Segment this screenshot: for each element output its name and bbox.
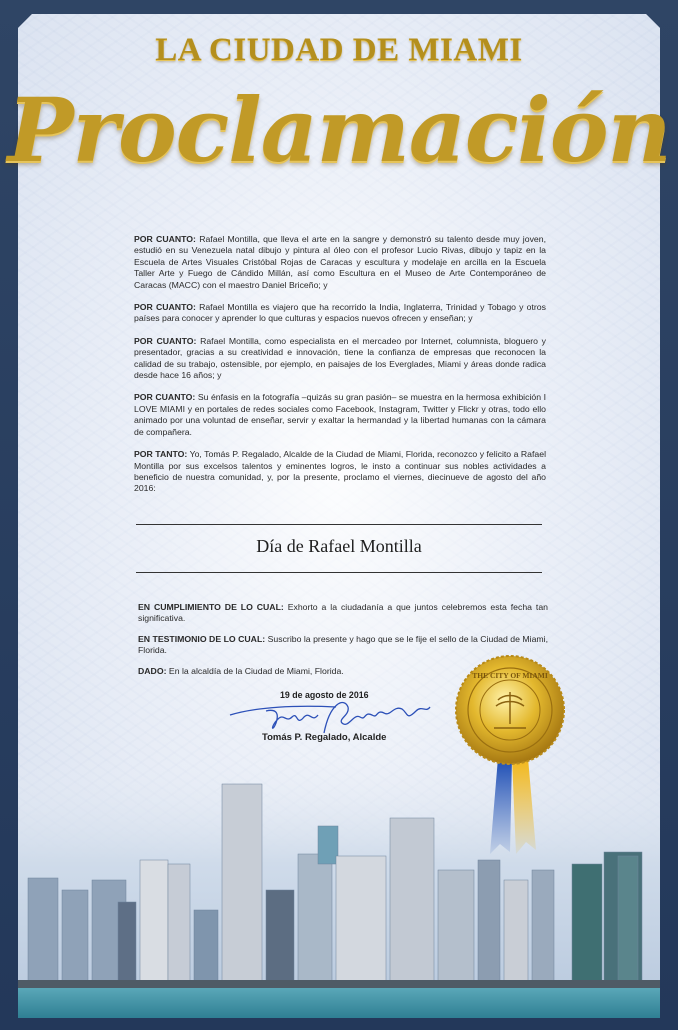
whereas-paragraph (134, 302, 546, 325)
seal-text: THE CITY OF MIAMI (472, 671, 548, 680)
whereas-paragraph (134, 392, 546, 438)
miami-skyline-image (18, 760, 660, 1018)
therefore-paragraph (134, 449, 546, 495)
therefore-text: Yo, Tomás P. Regalado, Alcalde de la Ciudad de Miami, Florida, reconozco y felicito a Rafael Montilla por sus excelsos talentos y eminentes logros, le insto a continuar sus nobles actividades a beneficio de nuestra comunidad, y, por la presente, proclamo el viernes, diecinueve de agosto del año 2016: (134, 449, 546, 494)
city-heading: LA CIUDAD DE MIAMI (155, 32, 523, 68)
whereas-text: Rafael Montilla es viajero que ha recorrido la India, Inglaterra, Trinidad y Tobago y otros países para conocer y aprender lo que culturas y espacios nuevos ofrecen y enseñan; y (134, 302, 546, 324)
whereas-label: POR CUANTO: (134, 234, 196, 244)
proclamation-title: Proclamación (7, 78, 671, 182)
closing-label: DADO: (138, 665, 167, 676)
whereas-label: POR CUANTO: (134, 392, 196, 403)
closing-text: Exhorto a la ciudadanía a que juntos celebremos esta fecha tan significativa. (138, 602, 548, 624)
closing-text: En la alcaldía de la Ciudad de Miami, Florida. (168, 665, 344, 676)
divider-top (136, 524, 542, 525)
honor-day-title: Día de Rafael Montilla (256, 536, 422, 556)
closing-label: EN TESTIMONIO DE LO CUAL: (138, 633, 266, 644)
whereas-text: Su énfasis en la fotografía –quizás su gran pasión– se muestra en la hermosa exhibición I LOVE MIAMI y en portales de redes sociales como Facebook, Instagram, Twitter y Flickr y otras, todo ello animado por una voluntad de enseñar, servir y exaltar la hermandad y la libertad humanas con la cámara de compañera. (134, 392, 546, 437)
therefore-label: POR TANTO: (134, 449, 188, 460)
whereas-section (134, 234, 546, 506)
whereas-label: POR CUANTO: (134, 335, 197, 346)
whereas-paragraph (134, 336, 546, 382)
whereas-paragraph (134, 234, 546, 291)
whereas-label: POR CUANTO: (134, 302, 196, 313)
closing-label: EN CUMPLIMIENTO DE LO CUAL: (138, 602, 284, 612)
whereas-text: Rafael Montilla, como especialista en el mercadeo por Internet, columnista, bloguero y presentador, gracias a su creatividad e innovación, tiene la confianza de empresas que reconocen la calidad de su trabajo, ostensible, por ejemplo, en paisajes de los Everglades, Miami y áreas donde radica desde hace 16 años; y (134, 335, 547, 381)
whereas-text: Rafael Montilla, que lleva el arte en la sangre y demonstró su talento desde muy joven, estudió en su Venezuela natal dibujo y pintura al óleo con el profesor Lucio Rivas, dibujo y tapiz en la Escuela de Artes Visuales Cristóbal Rojas de Caracas y escultura y modelaje en arcilla en la Escuela Taller Arte y Fuego de Cándido Millán, así como Escultura en el Museo de Arte Contemporáneo de Caracas (MACC) con el maestro Daniel Briceño; y (134, 234, 546, 290)
divider-bottom (136, 572, 542, 573)
closing-paragraph (138, 602, 548, 625)
signing-date: 19 de agosto de 2016 (280, 690, 369, 700)
signer-name: Tomás P. Regalado, Alcalde (262, 732, 387, 743)
closing-text: Suscribo la presente y hago que se le fije el sello de la Ciudad de Miami, Florida. (138, 633, 548, 656)
